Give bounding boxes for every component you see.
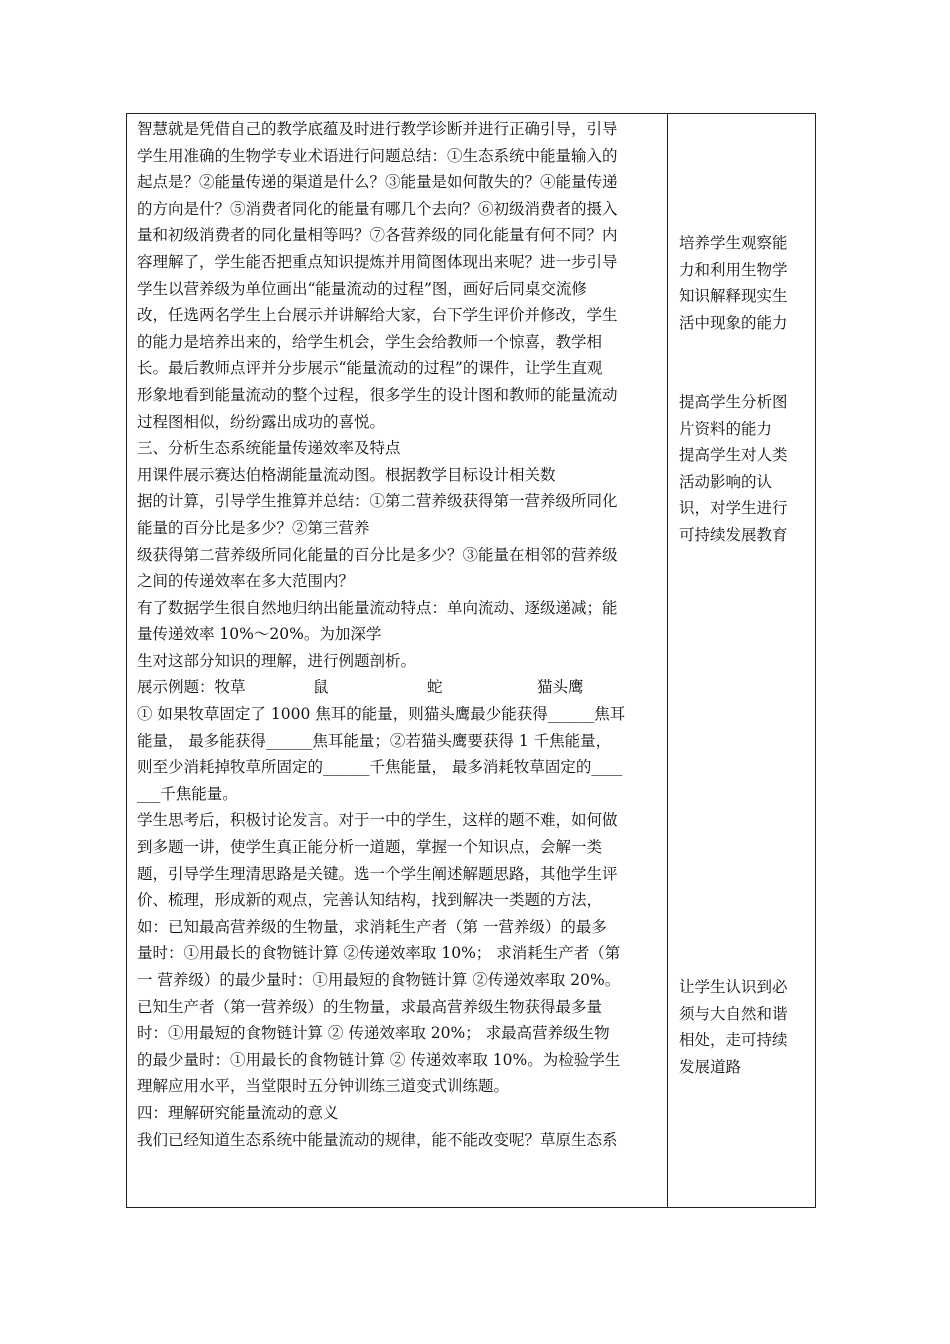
column-divider	[667, 114, 668, 1207]
text-line: 能量， 最多能获得______焦耳能量；②若猫头鹰要获得 1 千焦能量，	[137, 731, 612, 750]
side-note-line: 力和利用生物学	[679, 260, 788, 279]
text-line: ___千焦能量。	[137, 784, 238, 803]
text-line: 量和初级消费者的同化量相等吗？⑦各营养级的同化能量有何不同？内	[137, 226, 618, 245]
text-line: 之间的传递效率在多大范围内？	[137, 572, 355, 591]
side-note-line: 提高学生分析图	[679, 393, 788, 411]
chain-organism: 猫头鹰	[537, 678, 584, 697]
side-note-line: 让学生认识到必	[679, 978, 788, 996]
text-line: 学生思考后，积极讨论发言。对于一中的学生，这样的题不难，如何做	[137, 811, 618, 830]
text-line: 四：理解研究能量流动的意义	[137, 1103, 339, 1122]
text-line: 用课件展示赛达伯格湖能量流动图。根据教学目标设计相关数	[137, 465, 556, 484]
side-note-line: 知识解释现实生	[679, 287, 788, 306]
teaching-process-column	[137, 116, 661, 1153]
text-line: 我们已经知道生态系统中能量流动的规律，能不能改变呢？草原生态系	[137, 1130, 618, 1149]
lesson-table	[126, 113, 816, 1208]
text-line: 学生用准确的生物学专业术语进行问题总结：①生态系统中能量输入的	[137, 146, 618, 165]
chain-organism: 蛇	[427, 678, 443, 697]
text-line: 形象地看到能量流动的整个过程，很多学生的设计图和教师的能量流动	[137, 385, 618, 404]
text-line: 到多题一讲，使学生真正能分析一道题，掌握一个知识点，会解一类	[137, 838, 603, 857]
side-note-line: 提高学生对人类	[679, 446, 788, 465]
text-line: 起点是？②能量传递的渠道是什么？③能量是如何散失的？④能量传递	[137, 173, 618, 192]
text-line: 长。最后教师点评并分步展示“能量流动的过程”的课件，让学生直观	[137, 359, 603, 378]
side-note-line: 活中现象的能力	[679, 313, 788, 332]
side-note-line: 片资料的能力	[679, 419, 773, 438]
text-line: 的方向是什？⑤消费者同化的能量有哪几个去向？⑥初级消费者的摄入	[137, 199, 618, 218]
side-note-line: 发展道路	[679, 1057, 742, 1076]
text-line: 学生以营养级为单位画出“能量流动的过程”图，画好后同桌交流修	[137, 279, 587, 298]
side-note-line: 相处，走可持续	[679, 1031, 788, 1050]
text-line: 有了数据学生很自然地归纳出能量流动特点：单向流动、逐级递减；能	[137, 598, 618, 617]
text-line: 如：已知最高营养级的生物量，求消耗生产者（第 一营养级）的最多	[137, 917, 607, 936]
example-label: 展示例题：牧草	[137, 678, 246, 697]
text-line: 已知生产者（第一营养级）的生物量，求最高营养级生物获得最多量	[137, 997, 603, 1016]
text-line: 三、分析生态系统能量传递效率及特点	[137, 439, 401, 458]
text-line: 价、梳理，形成新的观点，完善认知结构，找到解决一类题的方法，	[137, 891, 603, 910]
text-line: 能量的百分比是多少？②第三营养	[137, 518, 370, 537]
text-line: 时：①用最短的食物链计算 ② 传递效率取 20%； 求最高营养级生物	[137, 1024, 610, 1043]
text-line: 量传递效率 10%～20%。为加深学	[137, 625, 382, 644]
text-line: 一 营养级）的最少量时：①用最短的食物链计算 ②传递效率取 20%。	[137, 971, 621, 989]
text-line: 量时：①用最长的食物链计算 ②传递效率取 10%； 求消耗生产者（第	[137, 944, 621, 963]
side-note-line: 可持续发展教育	[679, 525, 788, 544]
side-note	[679, 974, 788, 1080]
text-line: 的最少量时：①用最长的食物链计算 ② 传递效率取 10%。为检验学生	[137, 1050, 621, 1069]
side-note-line: 须与大自然和谐	[679, 1004, 788, 1023]
example-chain-line	[137, 674, 661, 701]
text-line: 则至少消耗掉牧草所固定的______千焦能量， 最多消耗牧草固定的____	[137, 758, 623, 777]
side-note-line: 活动影响的认	[679, 472, 773, 491]
text-line: 改，任选两名学生上台展示并讲解给大家，台下学生评价并修改，学生	[137, 306, 618, 325]
side-note-line: 识，对学生进行	[679, 499, 788, 518]
text-line: 的能力是培养出来的，给学生机会，学生会给教师一个惊喜，教学相	[137, 332, 603, 351]
chain-organism: 鼠	[313, 678, 329, 697]
text-line: 容理解了，学生能否把重点知识提炼并用简图体现出来呢？进一步引导	[137, 252, 618, 271]
side-note	[679, 230, 788, 336]
side-note-line: 培养学生观察能	[679, 234, 788, 252]
text-line: ① 如果牧草固定了 1000 焦耳的能量，则猫头鹰最少能获得______焦耳	[137, 705, 626, 724]
text-line: 智慧就是凭借自己的教学底蕴及时进行教学诊断并进行正确引导，引导	[137, 120, 618, 138]
text-line: 级获得第二营养级所同化能量的百分比是多少？③能量在相邻的营养级	[137, 545, 618, 564]
text-line: 题，引导学生理清思路是关键。选一个学生阐述解题思路，其他学生评	[137, 864, 618, 883]
side-note	[679, 389, 788, 549]
text-line: 据的计算，引导学生推算并总结：①第二营养级获得第一营养级所同化	[137, 492, 618, 511]
text-line: 理解应用水平，当堂限时五分钟训练三道变式训练题。	[137, 1077, 510, 1096]
text-line: 过程图相似，纷纷露出成功的喜悦。	[137, 412, 386, 431]
text-line: 生对这部分知识的理解，进行例题剖析。	[137, 651, 417, 670]
